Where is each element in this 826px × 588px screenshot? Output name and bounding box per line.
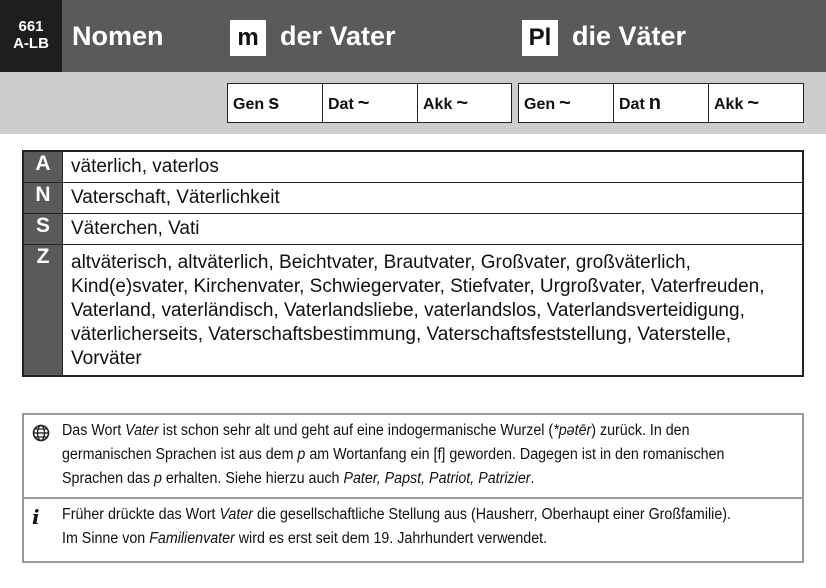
row-text: Väterchen, Vati (71, 218, 200, 239)
note-italic: p (297, 446, 306, 463)
plural-marker: Pl (522, 20, 558, 56)
plural-form: die Väter (572, 21, 687, 51)
notes-box (22, 413, 804, 563)
info-icon: i (32, 505, 40, 529)
row-text: altväterisch, altväterlich, Beichtvater, Brautvater, Großvater, großväterlich, Kind(e)svater, Kirchenvater, Schwiegervater, Stiefvater, Urgroßvater, Vaterfreuden, Vaterland, vaterländisch, Vaterlandsliebe, vaterlandslos, Vaterlandsverteidigung, väterlicherseits, Vaterschaftsbestimmung, Vaterschaftsfeststellung, Vaterstelle, Vorväter (71, 252, 765, 369)
plural-cases (518, 83, 804, 123)
note-text: erhalten. Siehe hierzu auch (161, 470, 344, 487)
row-text: Vaterschaft, Väterlichkeit (71, 187, 280, 208)
card-level: A-LB (13, 35, 49, 52)
row-adjectives (24, 152, 802, 183)
case-label: Akk (423, 96, 453, 113)
note-italic: Vater (125, 422, 159, 439)
note-text: am Wortanfang ein [f] geworden. Dagegen ist in den romanischen Sprachen das (62, 446, 725, 487)
case-label: Akk (714, 96, 744, 113)
plural-case-akk (709, 84, 803, 122)
info-text (62, 503, 735, 551)
singular-case-gen (228, 84, 323, 122)
plural-case-dat (614, 84, 709, 122)
row-s (24, 214, 802, 245)
note-italic: Pater, Papst, Patriot, Patrizier (343, 470, 531, 487)
case-ending: s (268, 92, 280, 114)
note-text: ) zurück. In den germanischen Sprachen ist aus dem (62, 422, 690, 463)
etymology-note (24, 415, 802, 497)
word-category: Nomen (72, 21, 164, 51)
note-text: wird es erst seit dem 19. Jahrhundert verwendet. (234, 530, 548, 547)
plural-case-gen (519, 84, 614, 122)
case-label: Gen (524, 96, 556, 113)
row-compounds (24, 245, 802, 375)
globe-icon (32, 419, 62, 491)
case-ending: ~ (747, 92, 760, 114)
row-letter: N (24, 183, 63, 213)
note-italic: *pǝtēr (553, 422, 592, 439)
singular-case-dat (323, 84, 418, 122)
note-italic: Familienvater (149, 530, 235, 547)
note-text: Früher drückte das Wort (62, 506, 220, 523)
info-note (24, 497, 802, 557)
gender-marker: m (230, 20, 266, 56)
singular-cases (227, 83, 512, 123)
case-label: Dat (328, 96, 354, 113)
note-italic: p (153, 470, 162, 487)
word-family-table (22, 150, 804, 377)
case-ending: ~ (559, 92, 571, 114)
card-id-badge (0, 0, 62, 72)
note-text: ist schon sehr alt und geht auf eine indogermanische Wurzel ( (158, 422, 554, 439)
row-letter: A (24, 152, 63, 182)
case-ending: ~ (357, 92, 370, 114)
case-label: Gen (233, 96, 265, 113)
note-italic: Vater (219, 506, 254, 523)
singular-form: der Vater (280, 21, 396, 51)
row-nouns (24, 183, 802, 214)
note-text: . (530, 470, 535, 487)
case-ending: n (648, 92, 661, 114)
etymology-text (62, 419, 735, 491)
card-number: 661 (18, 18, 44, 35)
case-label: Dat (619, 96, 645, 113)
singular-case-akk (418, 84, 511, 122)
note-text: Das Wort (62, 422, 126, 439)
row-letter: Z (24, 245, 63, 375)
row-letter: S (24, 214, 63, 244)
case-ending: ~ (456, 92, 469, 114)
row-text: väterlich, vaterlos (71, 156, 219, 177)
note-text: die gesellschaftliche Stellung aus (Hausherr, Oberhaupt einer Großfamilie). Im Sinne von (62, 506, 731, 547)
